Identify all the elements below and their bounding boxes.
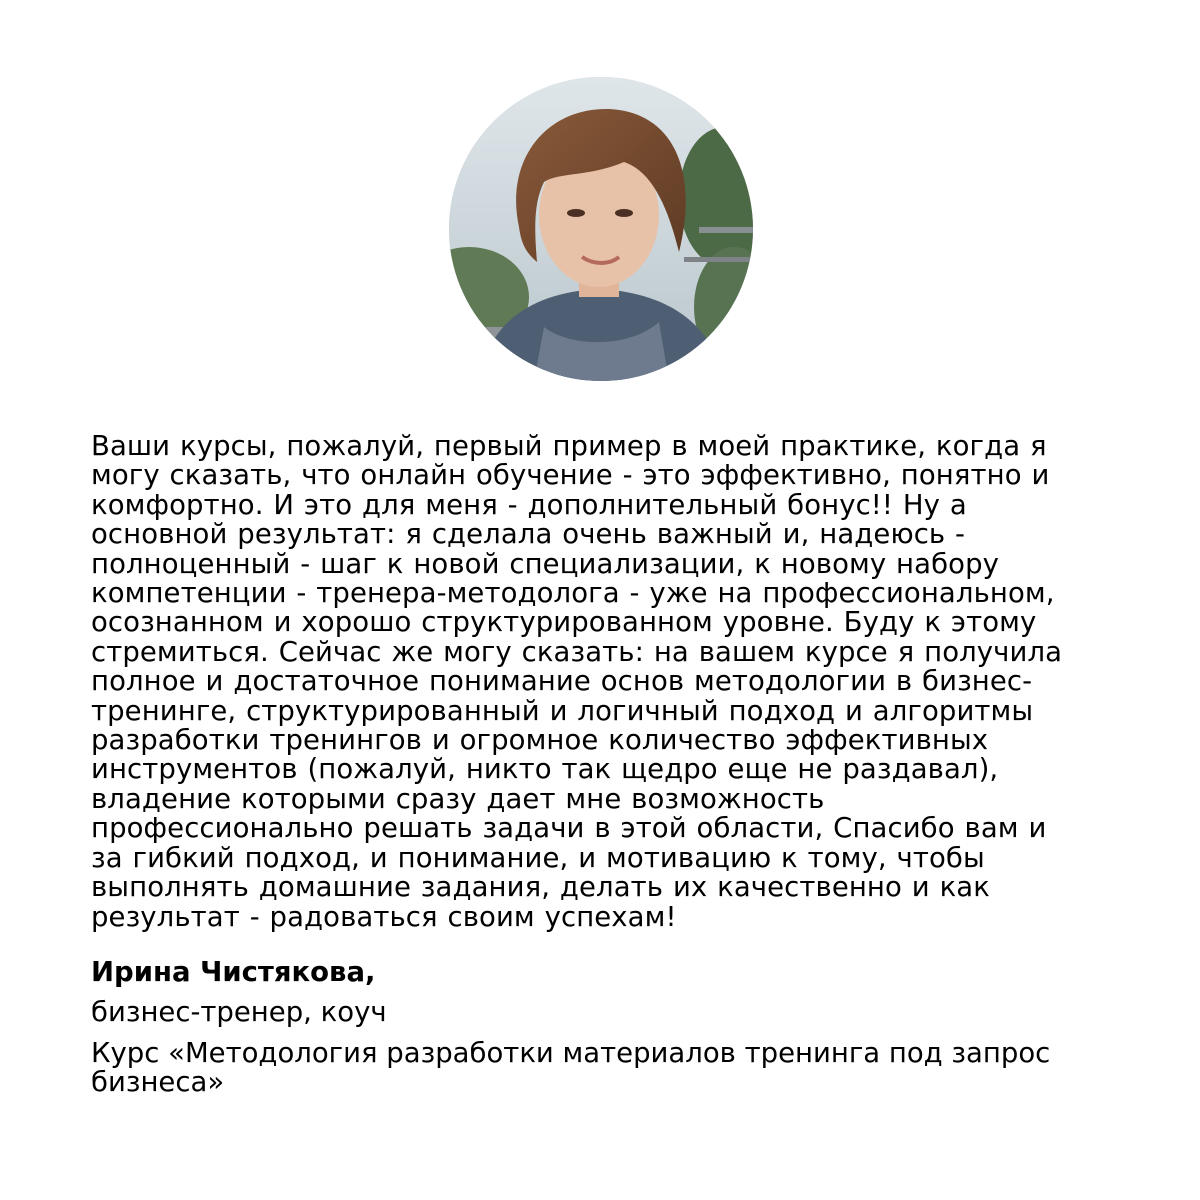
testimonial-line: разработки тренингов и огромное количество эффективных — [91, 724, 989, 757]
testimonial-line: основной результат: я сделала очень важный и, надеюсь - — [91, 518, 966, 551]
testimonial-line: Ваши курсы, пожалуй, первый пример в моей практике, когда я — [91, 430, 1047, 462]
author-role: бизнес-тренер, коуч — [91, 996, 387, 1028]
course-title — [91, 1039, 1101, 1098]
testimonial-line: выполнять домашние задания, делать их качественно и как — [91, 871, 990, 904]
testimonial-line: результат - радоваться своим успехам! — [91, 900, 677, 933]
author-name: Ирина Чистякова, — [91, 956, 376, 988]
portrait-photo-icon — [449, 77, 753, 381]
testimonial-line: тренинге, структурированный и логичный подход и алгоритмы — [91, 694, 1034, 727]
testimonial-line: комфортно. И это для меня - дополнительный бонус!! Ну а — [91, 488, 967, 521]
testimonial-line: осознанном и хорошо структурированном уровне. Буду к этому — [91, 606, 1037, 639]
testimonial-line: владение которыми сразу дает мне возможность — [91, 782, 825, 815]
testimonial-line: могу сказать, что онлайн обучение - это эффективно, понятно и — [91, 459, 1050, 492]
testimonial-line: полноценный - шаг к новой специализации, к новому набору — [91, 547, 1000, 580]
course-title-line: бизнеса» — [91, 1066, 225, 1099]
testimonial-line: стремиться. Сейчас же могу сказать: на вашем курсе я получила — [91, 635, 1063, 668]
testimonial-line: полное и достаточное понимание основ методологии в бизнес- — [91, 665, 1033, 698]
author-photo — [449, 77, 753, 381]
testimonial-line: за гибкий подход, и понимание, и мотивацию к тому, чтобы — [91, 841, 985, 874]
testimonial-line: компетенции - тренера-методолога - уже на профессиональном, — [91, 577, 1055, 610]
testimonial-text — [91, 432, 1091, 932]
testimonial-line: инструментов (пожалуй, никто так щедро еще не раздавал), — [91, 753, 999, 786]
course-title-line: Курс «Методология разработки материалов тренинга под запрос — [91, 1037, 1051, 1069]
testimonial-line: профессионально решать задачи в этой области, Спасибо вам и — [91, 812, 1047, 845]
